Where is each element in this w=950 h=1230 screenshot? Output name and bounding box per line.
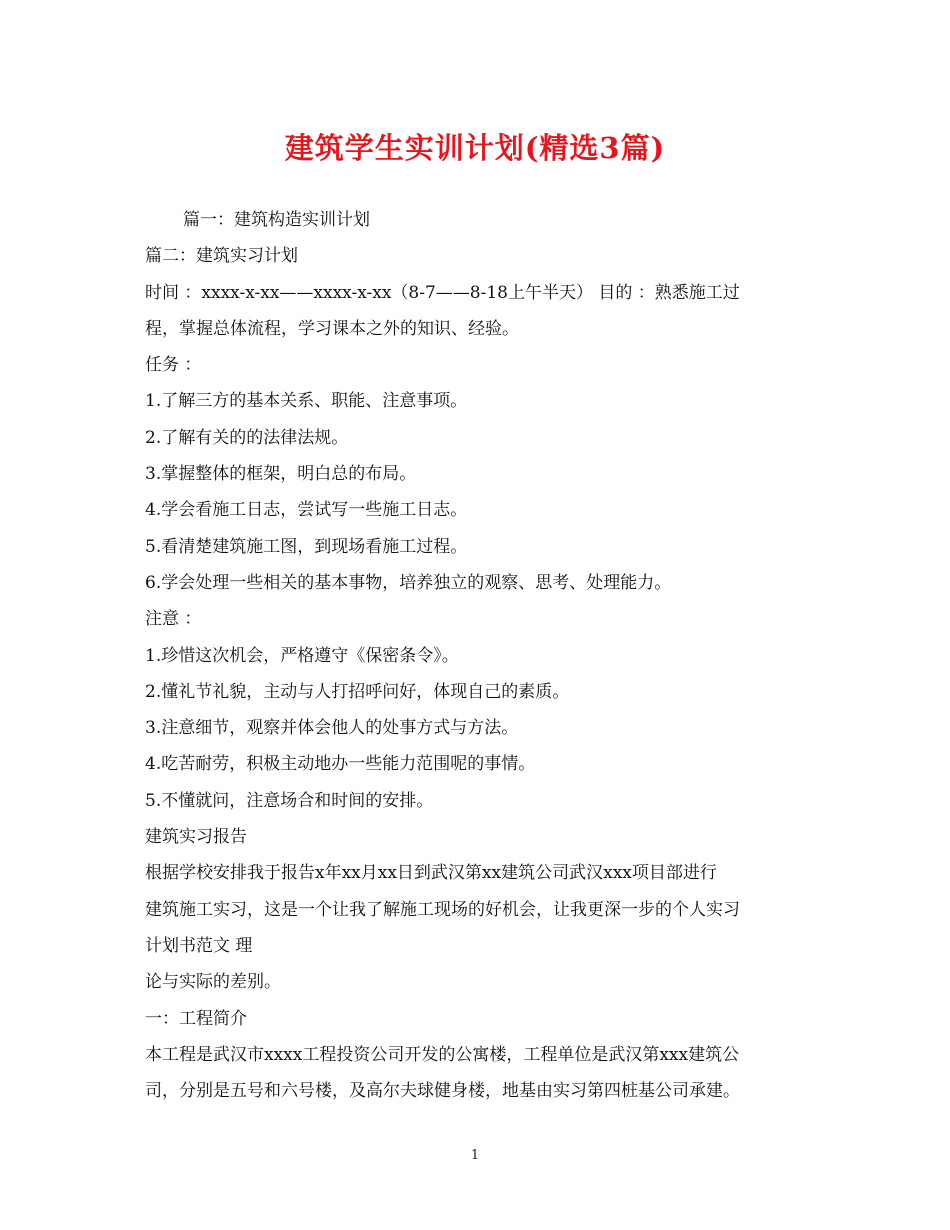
text-line: 篇一：建筑构造实训计划: [183, 210, 370, 230]
text-line: 根据学校安排我于报告x年xx月xx日到武汉第xx建筑公司武汉xxx项目部进行: [145, 863, 717, 884]
text-line: 一：工程简介: [145, 1008, 247, 1029]
text-line: 6.学会处理一些相关的基本事物，培养独立的观察、思考、处理能力。: [145, 572, 672, 593]
text-line: 3.掌握整体的框架，明白总的布局。: [145, 464, 417, 485]
text-line: 注意 ：: [145, 609, 202, 630]
text-line: 篇二：建筑实习计划: [145, 246, 298, 267]
document-title: 建筑学生实训计划(精选3篇): [284, 131, 666, 165]
text-line: 4.学会看施工日志，尝试写一些施工日志。: [145, 500, 468, 521]
text-line: 2.了解有关的的法律法规。: [145, 427, 349, 448]
text-line: 3.注意细节，观察并体会他人的处事方式与方法。: [145, 718, 519, 739]
text-line: 建筑实习报告: [145, 827, 247, 848]
text-line: 论与实际的差别。: [145, 972, 281, 993]
text-line: 任务 ：: [145, 355, 202, 376]
text-line: 司，分别是五号和六号楼，及高尔夫球健身楼，地基由实习第四桩基公司承建。: [145, 1081, 740, 1102]
text-line: 时间 ：xxxx-x-xx——xxxx-x-xx（8-7——8-18上午半天） 目的 ：熟悉施工过: [145, 282, 740, 303]
text-line: 1.珍惜这次机会，严格遵守《保密条令》。: [145, 645, 459, 666]
text-line: 建筑施工实习，这是一个让我了解施工现场的好机会，让我更深一步的个人实习: [145, 899, 740, 920]
text-line: 2.懂礼节礼貌，主动与人打招呼问好，体现自己的素质。: [145, 681, 570, 702]
text-line: 本工程是武汉市xxxx工程投资公司开发的公寓楼，工程单位是武汉第xxx建筑公: [145, 1044, 740, 1065]
text-line: 1.了解三方的基本关系、职能、注意事项。: [145, 391, 468, 412]
text-line: 5.不懂就问，注意场合和时间的安排。: [145, 790, 434, 811]
text-line: 计划书范文 理: [145, 935, 253, 956]
page-number: 1: [470, 1148, 480, 1163]
text-line: 程，掌握总体流程，学习课本之外的知识、经验。: [145, 318, 519, 339]
text-line: 5.看清楚建筑施工图，到现场看施工过程。: [145, 536, 468, 557]
text-line: 4.吃苦耐劳，积极主动地办一些能力范围呢的事情。: [145, 754, 536, 775]
document-body: [145, 202, 813, 1109]
